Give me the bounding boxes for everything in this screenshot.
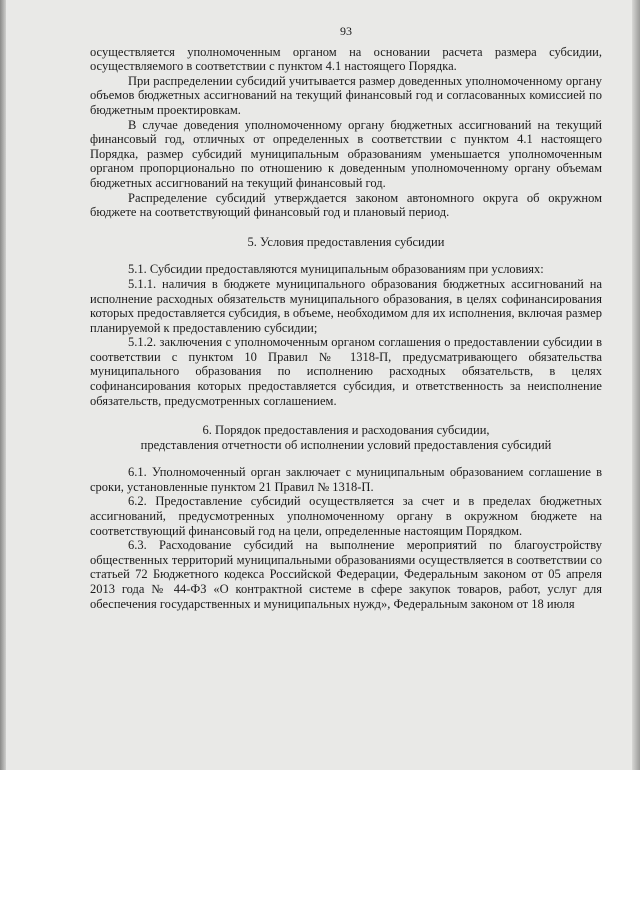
paragraph-top-2: При распределении субсидий учитывается размер доведенных уполномоченному органу объемов бюджетных ассигнований на текущий финансовый год и согласованных комиссией по бюджетным проектировкам. bbox=[90, 73, 602, 117]
section-6-heading bbox=[90, 423, 602, 453]
clause-5-1-2: 5.1.2. заключения с уполномоченным органом соглашения о предоставлении субсидии в соответствии с пунктом 10 Правил № 1318-П, предусматривающего обязательства муниципального образования по исполнению расходных обязательств, в целях софинансирования которых предоставляется субсидия, и ответственность за неисполнение обязательств, предусмотренных соглашением. bbox=[90, 335, 602, 408]
paragraph-top-4: Распределение субсидий утверждается законом автономного округа об окружном бюджете на соответствующий финансовый год и плановый период. bbox=[90, 190, 602, 220]
section-6-heading-line-1: 6. Порядок предоставления и расходования субсидии, bbox=[202, 423, 490, 438]
clause-5-1-1: 5.1.1. наличия в бюджете муниципального образования бюджетных ассигнований на исполнение расходных обязательств муниципального образования, в целях софинансирования которых предоставляется субсидия, в объеме, необходимом для их исполнения, включая размер планируемой к предоставлению субсидии; bbox=[90, 276, 602, 335]
clause-6-3: 6.3. Расходование субсидий на выполнение мероприятий по благоустройству общественных территорий муниципальными образованиями осуществляется в соответствии со статьей 72 Бюджетного кодекса Российской Федерации, Федеральным законом от 05 апреля 2013 года № 44-ФЗ «О контрактной системе в сфере закупок товаров, работ, услуг для обеспечения государственных и муниципальных нужд», Федеральным законом от 18 июля bbox=[90, 538, 602, 611]
clause-6-2: 6.2. Предоставление субсидий осуществляется за счет и в пределах бюджетных ассигнований, предусмотренных уполномоченному органу в окружном бюджете на соответствующий финансовый год на цели, определенные настоящим Порядком. bbox=[90, 494, 602, 538]
section-5-heading: 5. Условия предоставления субсидии bbox=[247, 234, 445, 249]
paragraph-top-1: осуществляется уполномоченным органом на основании расчета размера субсидии, осуществляемого в соответствии с пунктом 4.1 настоящего Порядка. bbox=[90, 44, 602, 74]
page-number: 93 bbox=[340, 24, 352, 38]
clause-5-1: 5.1. Субсидии предоставляются муниципальным образованиям при условиях: bbox=[128, 262, 544, 277]
paragraph-top-3: В случае доведения уполномоченному органу бюджетных ассигнований на текущий финансовый год, отличных от определенных в соответствии с пунктом 4.1 настоящего Порядка, размер субсидий муниципальным образованиям уменьшается уполномоченным органом пропорционально по отношению к доведенным уполномоченному органу объемам бюджетных ассигнований на текущий финансовый год. bbox=[90, 117, 602, 190]
section-6-heading-line-2: представления отчетности об исполнении условий предоставления субсидий bbox=[140, 438, 552, 453]
document-page bbox=[90, 24, 602, 611]
clause-6-1: 6.1. Уполномоченный орган заключает с муниципальным образованием соглашение в сроки, установленные пунктом 21 Правил № 1318-П. bbox=[90, 465, 602, 494]
